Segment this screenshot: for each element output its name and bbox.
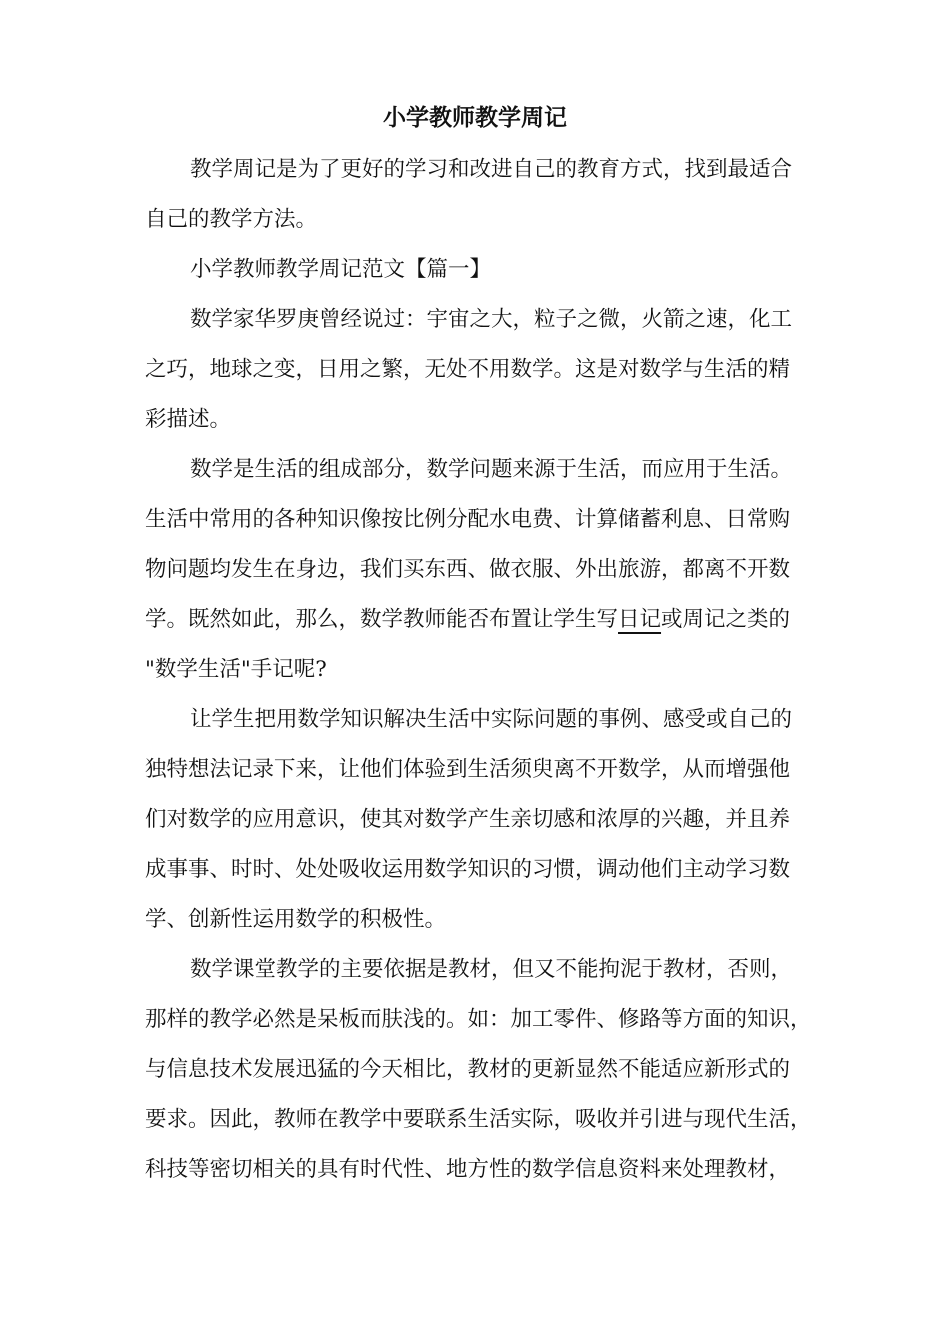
- text-line: 之巧，地球之变，日用之繁，无处不用数学。这是对数学与生活的精: [145, 357, 791, 382]
- text-line: 让学生把用数学知识解决生活中实际问题的事例、感受或自己的: [190, 707, 793, 732]
- text-line: 生活中常用的各种知识像按比例分配水电费、计算储蓄利息、日常购: [145, 507, 791, 532]
- text-line: 彩描述。: [145, 407, 232, 432]
- section-heading: 小学教师教学周记范文【篇一】: [190, 257, 492, 282]
- text-line: 与信息技术发展迅猛的今天相比，教材的更新显然不能适应新形式的: [145, 1057, 791, 1082]
- text-segment: 或周记之类的: [661, 607, 791, 632]
- text-line: 们对数学的应用意识，使其对数学产生亲切感和浓厚的兴趣，并且养: [145, 807, 791, 832]
- text-line: 那样的教学必然是呆板而肤浅的。如：加工零件、修路等方面的知识，: [145, 1007, 812, 1032]
- text-line: 成事事、时时、处处吸收运用数学知识的习惯，调动他们主动学习数: [145, 857, 791, 882]
- underlined-link-text[interactable]: 日记: [618, 607, 662, 632]
- text-line: 数学家华罗庚曾经说过：宇宙之大，粒子之微，火箭之速，化工: [190, 307, 793, 332]
- text-line: 数学课堂教学的主要依据是教材，但又不能拘泥于教材，否则，: [190, 957, 793, 982]
- text-line: 要求。因此，教师在教学中要联系生活实际，吸收并引进与现代生活，: [145, 1107, 812, 1132]
- text-line: 独特想法记录下来，让他们体验到生活须臾离不开数学，从而增强他: [145, 757, 791, 782]
- text-line: 科技等密切相关的具有时代性、地方性的数学信息资料来处理教材，: [145, 1157, 791, 1182]
- text-line: [145, 605, 790, 635]
- text-segment: 学。既然如此，那么，数学教师能否布置让学生写: [145, 607, 619, 632]
- text-line: 物问题均发生在身边，我们买东西、做衣服、外出旅游，都离不开数: [145, 557, 791, 582]
- text-line: 数学是生活的组成部分，数学问题来源于生活，而应用于生活。: [190, 457, 793, 482]
- text-line: 学、创新性运用数学的积极性。: [145, 907, 447, 932]
- text-line: 自己的教学方法。: [145, 207, 318, 232]
- text-line: "数学生活"手记呢?: [145, 657, 327, 682]
- document-title: 小学教师教学周记: [383, 104, 567, 131]
- text-line: 教学周记是为了更好的学习和改进自己的教育方式，找到最适合: [190, 157, 793, 182]
